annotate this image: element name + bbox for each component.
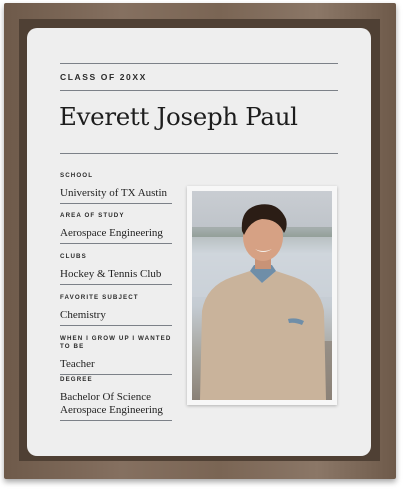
field-rule — [60, 284, 172, 285]
name-rule — [60, 153, 338, 154]
field-value: University of TX Austin — [60, 187, 168, 199]
field-rule — [60, 420, 172, 421]
field-value: Chemistry — [60, 309, 106, 321]
field-rule — [60, 374, 172, 375]
field-clubs — [60, 253, 172, 285]
field-label: SCHOOL — [60, 172, 94, 179]
field-rule — [60, 325, 172, 326]
field-rule — [60, 243, 172, 244]
class-of-rule — [60, 90, 338, 91]
field-aspiration — [60, 335, 172, 375]
top-rule — [60, 63, 338, 64]
field-favorite-subject — [60, 294, 172, 326]
field-area-of-study — [60, 212, 172, 244]
portrait-illustration — [192, 191, 332, 400]
class-of-label: CLASS OF 20XX — [60, 72, 147, 82]
field-label: AREA OF STUDY — [60, 212, 125, 219]
photo-card — [187, 186, 337, 405]
graduate-photo — [192, 191, 332, 400]
field-school — [60, 172, 172, 204]
field-label: DEGREE — [60, 376, 93, 383]
field-value: Bachelor Of Science Aerospace Engineering — [60, 391, 163, 416]
field-label: WHEN I GROW UP I WANTED TO BE — [60, 335, 172, 350]
graduation-print — [27, 28, 371, 456]
field-value: Hockey & Tennis Club — [60, 268, 162, 280]
field-label: CLUBS — [60, 253, 87, 260]
field-degree — [60, 376, 172, 421]
field-rule — [60, 203, 172, 204]
field-label: FAVORITE SUBJECT — [60, 294, 139, 301]
graduate-name: Everett Joseph Paul — [59, 102, 298, 131]
field-value: Teacher — [60, 358, 95, 370]
field-value: Aerospace Engineering — [60, 227, 163, 239]
